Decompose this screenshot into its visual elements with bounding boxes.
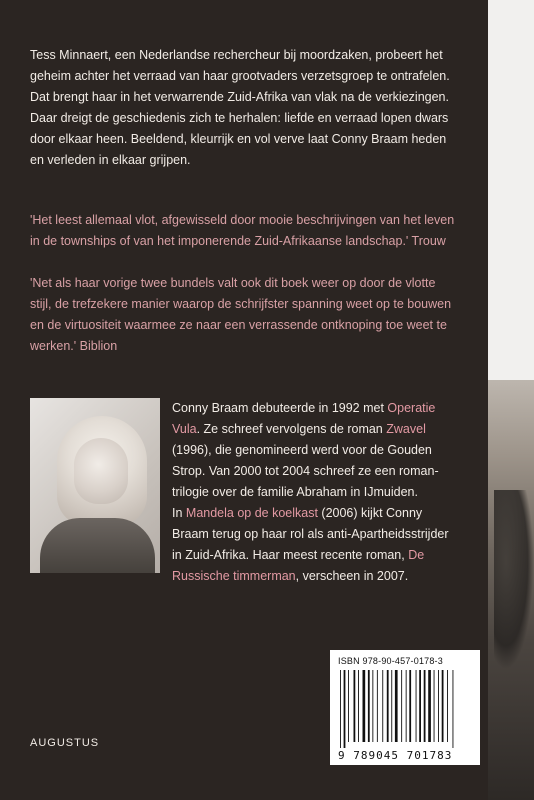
synopsis-line: door elkaar heen. Beeldend, kleurrijk en vol verve laat Conny Braam heden	[30, 132, 447, 146]
book-title-de-russische-timmerman-cont: Russische timmerman	[172, 569, 296, 583]
book-title-de-russische-timmerman: De	[408, 548, 425, 562]
book-title-operatie-vula-cont: Vula	[172, 422, 197, 436]
quote-line: 'Het leest allemaal vlot, afgewisseld door mooie beschrijvingen van het leven	[30, 213, 455, 227]
book-title-mandela: Mandela op de koelkast	[185, 506, 318, 520]
bio-line: Vula. Ze schreef vervolgens de roman Zwavel	[172, 422, 426, 436]
bio-line: In Mandela op de koelkast (2006) kijkt Conny	[172, 506, 423, 520]
synopsis-line: Tess Minnaert, een Nederlandse rechercheur bij moordzaken, probeert het	[30, 48, 443, 62]
synopsis-line: en verleden in elkaar grijpen.	[30, 153, 191, 167]
synopsis	[30, 45, 470, 171]
book-title-operatie-vula: Operatie	[387, 401, 436, 415]
bio-line: Braam terug op haar rol als anti-Apartheidsstrijder	[172, 527, 449, 541]
bio-line: (1996), die genomineerd werd voor de Gouden	[172, 443, 432, 457]
synopsis-line: Daar dreigt de geschiedenis zich te herhalen: liefde en verraad lopen dwars	[30, 111, 449, 125]
bio-line: Strop. Van 2000 tot 2004 schreef ze een roman-	[172, 464, 439, 478]
isbn-barcode	[330, 650, 480, 765]
author-bio	[172, 398, 472, 587]
bio-line: Conny Braam debuteerde in 1992 met Operatie	[172, 401, 436, 415]
quote-line: stijl, de trefzekere manier waarop de schrijfster spanning weet op te bouwen	[30, 297, 452, 311]
publisher-logo: AUGUSTUS	[30, 737, 100, 749]
quote-line: en de virtuositeit waarmee ze naar een verrassende ontknoping toe weet te	[30, 318, 447, 332]
review-quote-trouw	[30, 210, 470, 252]
cover-edge-photo	[488, 0, 534, 800]
bio-line: Russische timmerman, verscheen in 2007.	[172, 569, 409, 583]
author-photo	[30, 398, 160, 573]
quote-line: 'Net als haar vorige twee bundels valt ook dit boek weer op door de vlotte	[30, 276, 436, 290]
quote-line: werken.' Biblion	[30, 339, 118, 353]
isbn-label: ISBN 978-90-457-0178-3	[338, 656, 443, 666]
synopsis-line: Dat brengt haar in het verwarrende Zuid-Afrika van vlak na de verkiezingen.	[30, 90, 449, 104]
bio-line: in Zuid-Afrika. Haar meest recente roman, De	[172, 548, 425, 562]
review-quote-biblion	[30, 273, 470, 357]
book-title-zwavel: Zwavel	[386, 422, 426, 436]
barcode-digits: 9 789045 701783	[338, 749, 453, 762]
quote-line: in de townships of van het imponerende Zuid-Afrikaanse landschap.' Trouw	[30, 234, 446, 248]
bio-line: trilogie over de familie Abraham in IJmuiden.	[172, 485, 418, 499]
synopsis-line: geheim achter het verraad van haar grootvaders verzetsgroep te ontrafelen.	[30, 69, 450, 83]
barcode-bars	[338, 670, 472, 748]
